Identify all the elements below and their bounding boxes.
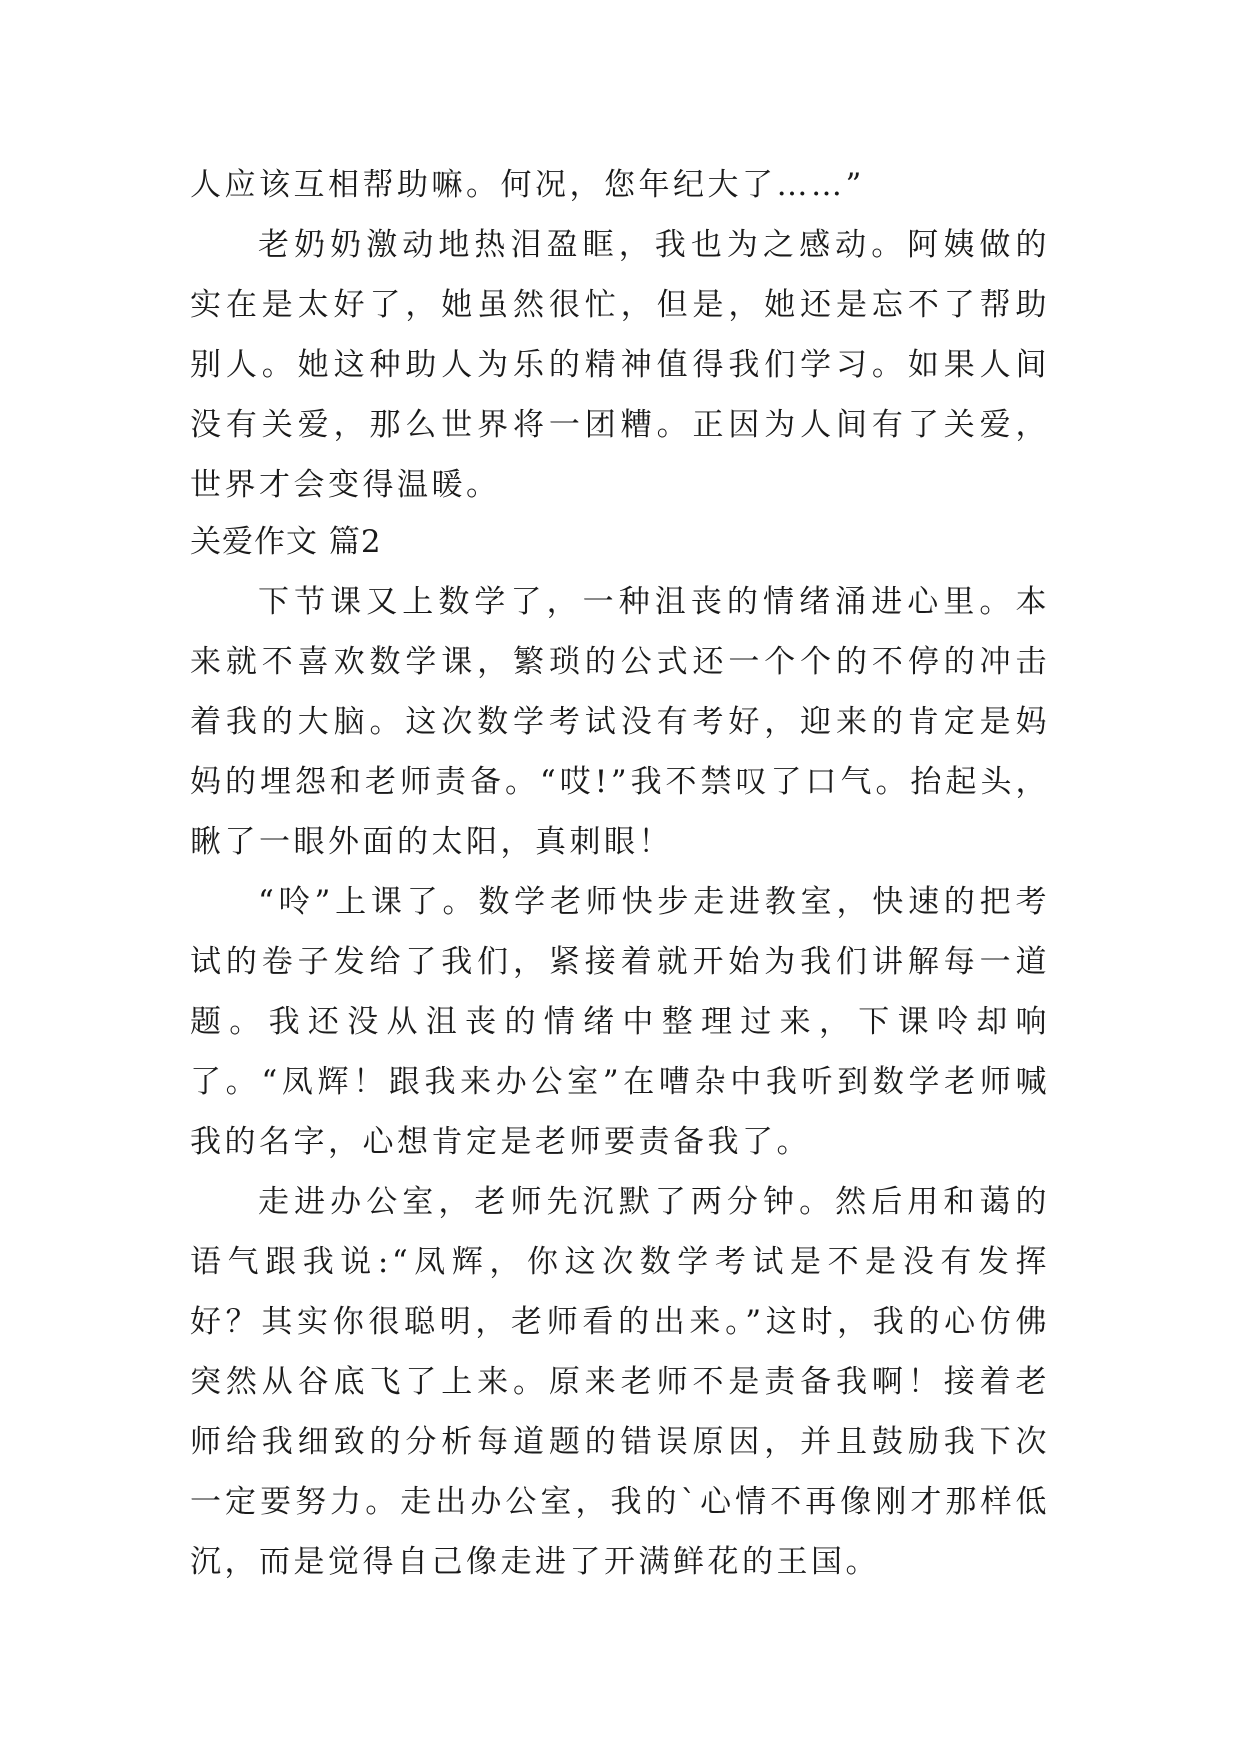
paragraph-bell-rings: “呤”上课了。数学老师快步走进教室，快速的把考试的卷子发给了我们，紧接着就开始为我们讲解每一道题。我还没从沮丧的情绪中整理过来，下课呤却响了。“凤辉！跟我来办公室”在嘈杂中我听到数学老师喊我的名字，心想肯定是老师要责备我了。	[190, 884, 1050, 1160]
essay-section-2	[190, 512, 1050, 1592]
paragraph-office-talk: 走进办公室，老师先沉默了两分钟。然后用和蔼的语气跟我说:“凤辉，你这次数学考试是不是没有发挥好？其实你很聪明，老师看的出来。”这时，我的心仿佛突然从谷底飞了上来。原来老师不是责备我啊！接着老师给我细致的分析每道题的错误原因，并且鼓励我下次一定要努力。走出办公室，我的`心情不再像刚才那样低沉，而是觉得自己像走进了开满鲜花的王国。	[190, 1184, 1050, 1580]
section-title: 关爱作文 篇2	[190, 524, 382, 560]
paragraph-continued-end: 人应该互相帮助嘛。何况，您年纪大了……”	[190, 167, 865, 203]
paragraph-reflection: 老奶奶激动地热泪盈眶，我也为之感动。阿姨做的实在是太好了，她虽然很忙，但是，她还是忘不了帮助别人。她这种助人为乐的精神值得我们学习。如果人间没有关爱，那么世界将一团糟。正因为人间有了关爱，世界才会变得温暖。	[190, 227, 1050, 503]
continued-text	[190, 155, 1050, 515]
paragraph-math-class: 下节课又上数学了，一种沮丧的情绪涌进心里。本来就不喜欢数学课，繁琐的公式还一个个的不停的冲击着我的大脑。这次数学考试没有考好，迎来的肯定是妈妈的埋怨和老师责备。“哎!”我不禁叹了口气。抬起头，瞅了一眼外面的太阳，真刺眼！	[190, 584, 1050, 860]
